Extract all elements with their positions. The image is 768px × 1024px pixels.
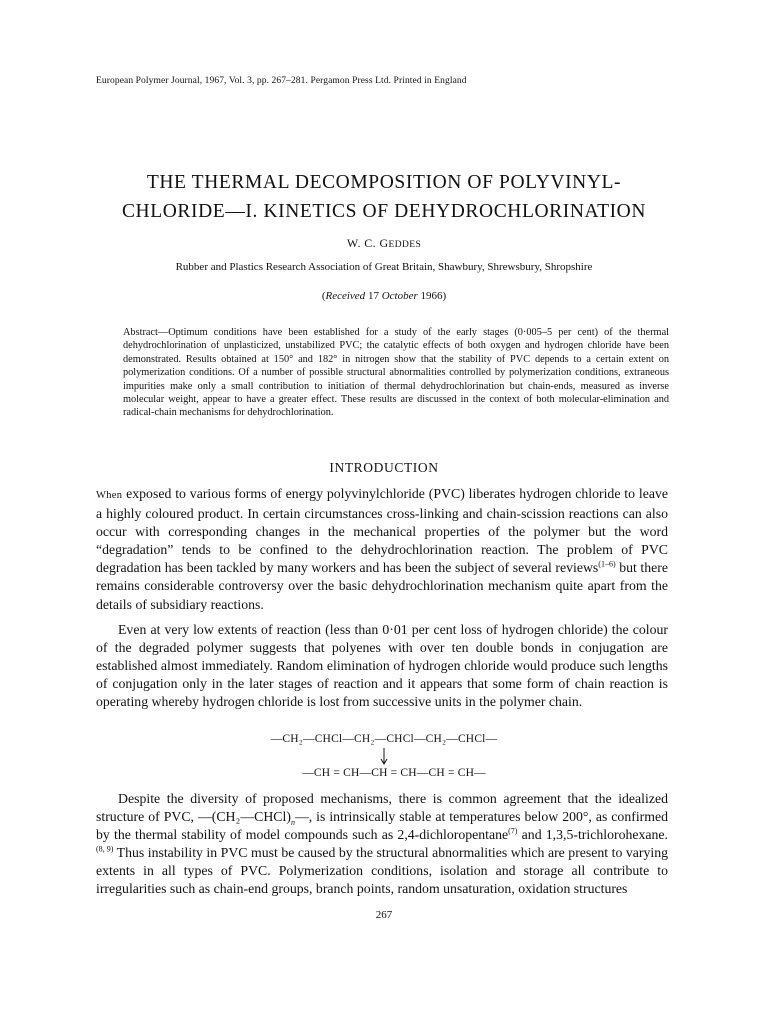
author-name: W. C. GEDDES	[346, 236, 422, 250]
section-heading-introduction: INTRODUCTION	[329, 460, 439, 475]
received-date: (Received 17 October 1966)	[321, 290, 447, 302]
journal-citation: European Polymer Journal, 1967, Vol. 3, pp. 267–281. Pergamon Press Ltd. Printed in England	[96, 76, 467, 86]
author-affiliation: Rubber and Plastics Research Association of Great Britain, Shawbury, Shrewsbury, Shropshire	[175, 261, 593, 273]
abstract	[123, 326, 669, 420]
title-line-2: CHLORIDE—I. KINETICS OF DEHYDROCHLORINATION	[121, 201, 647, 222]
reference-marker: (8, 9)	[96, 844, 114, 854]
formula-polymer-chain: —CH₂—CHCl—CH₂—CHCl—CH₂—CHCl—	[270, 733, 498, 745]
reference-marker: (1–6)	[598, 559, 616, 569]
article-title	[0, 168, 768, 226]
page-number: 267	[375, 909, 393, 921]
reaction-arrow-icon	[379, 748, 389, 766]
paragraph-1: When exposed to various forms of energy polyvinylchloride (PVC) liberates hydrogen chloride to leave a highly coloured product. In certain circumstances cross-linking and chain-scission reactions can also occur with corresponding changes in the mechanical properties of the polymer but the word “degradation” tends to be confined to the dehydrochlorination reaction. The problem of PVC degradation has been tackled by many workers and has been the subject of several reviews$^{(1-6)}$ but there remains considerable controversy over the basic dehydrochlorination mechanism quite apart from the details of subsidiary reactions.	[96, 486, 668, 612]
abstract-text: —Optimum conditions have been established for a study of the early stages (0·005–5 per cent) of the thermal dehydrochlorination of unplasticized, unstabilized PVC; the catalytic effects of both oxygen and hydrogen chloride have been demonstrated. Results obtained at 150° and 182° in nitrogen show that the stability of PVC depends to a certain extent on polymerization conditions. Of a number of possible structural abnormalities controlled by polymerization conditions, extraneous impurities make only a small contribution to initiation of thermal dehydrochlorination but chain-ends, measured as inverse molecular weight, appear to have a greater effect. These results are discussed in the context of both molecular-elimination and radical-chain mechanisms for dehydrochlorination.	[123, 327, 669, 419]
reference-marker: (7)	[508, 826, 518, 836]
abstract-label: Abstract	[123, 327, 158, 338]
paragraph-2: Even at very low extents of reaction (less than 0·01 per cent loss of hydrogen chloride) the colour of the degraded polymer suggests that polyenes with over ten double bonds in conjugation are established almost immediately. Random elimination of hydrogen chloride would produce such lengths of conjugation only in the later stages of reaction and it appears that some form of chain reaction is operating whereby hydrogen chloride is lost from successive units in the polymer chain.	[96, 622, 668, 710]
title-line-1: THE THERMAL DECOMPOSITION OF POLYVINYL-	[146, 172, 622, 193]
paragraph-3: Despite the diversity of proposed mechanisms, there is common agreement that the idealized structure of PVC, $—(CH_2—CHCl)_n—$, is intrinsically stable at temperatures below 200°, as confirmed by the thermal stability of model compounds such as 2,4-dichloropentane$^{(7)}$ and 1,3,5-trichlorohexane.$^{(8, 9)}$ Thus instability in PVC must be caused by the structural abnormalities which are present to varying extents in all types of PVC. Polymerization conditions, isolation and storage all contribute to irregularities such as chain-end groups, branch points, random unsaturation, oxidation structures	[96, 791, 669, 897]
formula-polyene: —CH = CH—CH = CH—CH = CH—	[302, 767, 486, 779]
